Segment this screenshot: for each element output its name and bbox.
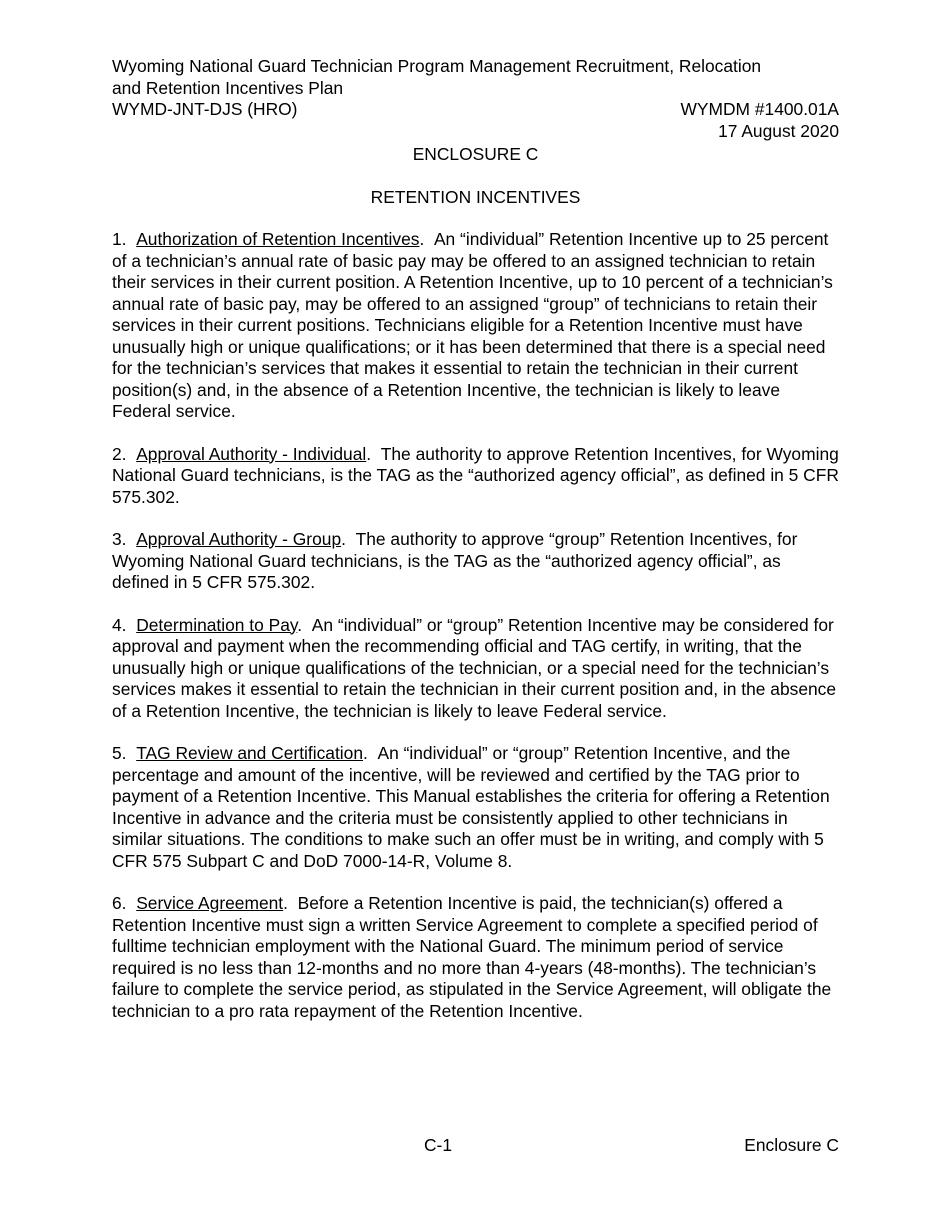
footer-page-number: C-1 [424,1135,453,1155]
paragraph-text: An “individual” Retention Incentive up to 25 percent of a technician’s annual rate of basic pay may be offered to an assigned technician to retain their services in their current position. A Retention Incentive, up to 10 percent of a technician’s annual rate of basic pay, may be offered to an assigned “group” of technicians to retain their services in their current positions. Technicians eligible for a Retention Incentive must have unusually high or unique qualifications; or it has been determined that there is a special need for the technician’s services that makes it essential to retain the technician in their current position(s) and, in the absence of a Retention Incentive, the technician is likely to leave Federal service. [112,229,833,421]
enclosure-heading: ENCLOSURE C [412,144,539,164]
paragraph-number: 5. [112,743,127,763]
paragraph-number: 2. [112,443,127,464]
paragraph-text: The authority to approve “group” Retention Incentives, for Wyoming National Guard technicians, is the TAG as the “authorized agency official”, as defined in 5 CFR 575.302. [112,529,798,592]
paragraph-number: 3. [112,529,127,549]
header-title-line-2: and Retention Incentives Plan [112,77,344,98]
footer-enclosure-label: Enclosure C [744,1135,839,1155]
paragraph-heading: Approval Authority - Individual [136,443,367,464]
header-office-row [112,99,839,121]
paragraph-1: 1. Authorization of Retention Incentives. An “individual” Retention Incentive up to 25 percent of a technician’s annual rate of basic pay may be offered to an assigned technician to retain their services in their current position. A Retention Incentive, up to 10 percent of a technician’s annual rate of basic pay, may be offered to an assigned “group” of technicians to retain their services in their current positions. Technicians eligible for a Retention Incentive must have unusually high or unique qualifications; or it has been determined that there is a special need for the technician’s services that makes it essential to retain the technician in their current position(s) and, in the absence of a Retention Incentive, the technician is likely to leave Federal service. [112,229,833,421]
paragraph-text: Before a Retention Incentive is paid, the technician(s) offered a Retention Incentive must sign a written Service Agreement to complete a specified period of fulltime technician employment with the National Guard. The minimum period of service required is no less than 12-months and no more than 4-years (48-months). The technician’s failure to complete the service period, as stipulated in the Service Agreement, will obligate the technician to a pro rata repayment of the Retention Incentive. [112,893,832,1021]
paragraph-text: The authority to approve Retention Incentives, for Wyoming National Guard technicians, is the TAG as the “authorized agency official”, as defined in 5 CFR 575.302. [112,443,839,507]
paragraph-text: An “individual” or “group” Retention Incentive, and the percentage and amount of the incentive, will be reviewed and certified by the TAG prior to payment of a Retention Incentive. This Manual establishes the criteria for offering a Retention Incentive in advance and the criteria must be consistently applied to other technicians in similar situations. The conditions to make such an offer must be in writing, and comply with 5 CFR 575 Subpart C and DoD 7000-14-R, Volume 8. [112,743,830,871]
paragraph-number: 4. [112,614,127,635]
document-header [112,56,839,142]
paragraph-4: 4. Determination to Pay. An “individual” or “group” Retention Incentive may be considered for approval and payment when the recommending official and TAG certify, in writing, that the unusually high or unique qualifications of the technician, or a special need for the technician’s services makes it essential to retain the technician in their current position and, in the absence of a Retention Incentive, the technician is likely to leave Federal service. [112,614,837,721]
page-footer [112,1135,839,1157]
paragraph-6: 6. Service Agreement. Before a Retention Incentive is paid, the technician(s) offered a Retention Incentive must sign a written Service Agreement to complete a specified period of fulltime technician employment with the National Guard. The minimum period of service required is no less than 12-months and no more than 4-years (48-months). The technician’s failure to complete the service period, as stipulated in the Service Agreement, will obligate the technician to a pro rata repayment of the Retention Incentive. [112,893,832,1021]
paragraph-number: 6. [112,893,127,913]
paragraph-5: 5. TAG Review and Certification. An “individual” or “group” Retention Incentive, and the percentage and amount of the incentive, will be reviewed and certified by the TAG prior to payment of a Retention Incentive. This Manual establishes the criteria for offering a Retention Incentive in advance and the criteria must be consistently applied to other technicians in similar situations. The conditions to make such an offer must be in writing, and comply with 5 CFR 575 Subpart C and DoD 7000-14-R, Volume 8. [112,743,830,871]
header-office: WYMD-JNT-DJS (HRO) [112,99,298,119]
paragraph-heading: Approval Authority - Group [136,529,342,549]
paragraph-heading: Authorization of Retention Incentives [136,229,420,249]
paragraph-heading: Determination to Pay [136,614,298,635]
paragraph-heading: Service Agreement [136,893,284,913]
document-page [112,56,839,1022]
paragraph-heading: TAG Review and Certification [136,743,363,763]
header-doc-number: WYMDM #1400.01A [680,99,839,119]
paragraph-2: 2. Approval Authority - Individual. The authority to approve Retention Incentives, for Wyoming National Guard technicians, is the TAG as the “authorized agency official”, as defined in 5 CFR 575.302. [112,443,839,507]
paragraph-text: An “individual” or “group” Retention Incentive may be considered for approval and payment when the recommending official and TAG certify, in writing, that the unusually high or unique qualifications of the technician, or a special need for the technician’s services makes it essential to retain the technician in their current position and, in the absence of a Retention Incentive, the technician is likely to leave Federal service. [112,614,837,721]
header-title-line-1: Wyoming National Guard Technician Program Management Recruitment, Relocation [112,56,762,76]
paragraph-number: 1. [112,229,127,249]
paragraph-3: 3. Approval Authority - Group. The authority to approve “group” Retention Incentives, for Wyoming National Guard technicians, is the TAG as the “authorized agency official”, as defined in 5 CFR 575.302. [112,529,798,592]
section-title: RETENTION INCENTIVES [370,186,581,207]
header-date: 17 August 2020 [718,120,839,141]
